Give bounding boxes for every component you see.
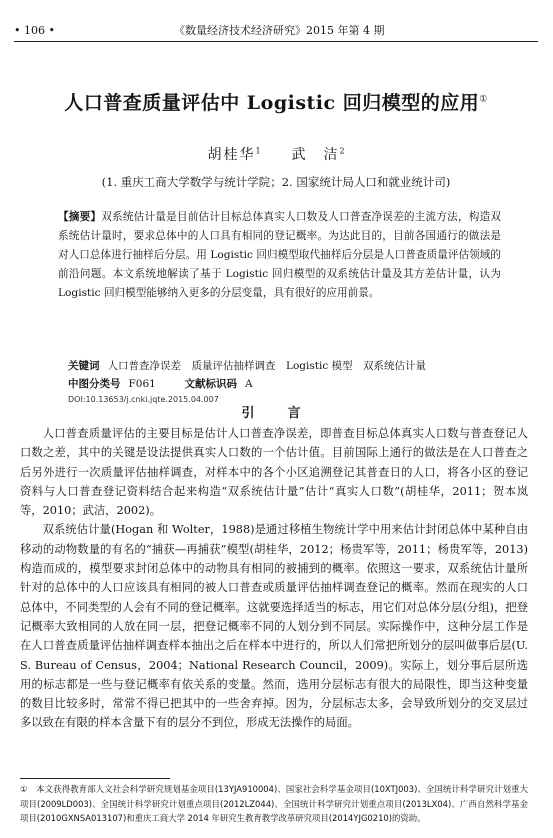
title-footnote-mark[interactable]: ①: [479, 94, 488, 105]
doc-code-value: A: [245, 378, 253, 390]
keywords-text: 人口普查净误差 质量评估抽样调查 Logistic 模型 双系统估计量: [107, 360, 427, 372]
abstract-label: 【摘要】: [58, 211, 102, 223]
keywords: [68, 358, 426, 373]
abstract: [58, 208, 501, 303]
page-number: • 106 •: [14, 24, 55, 37]
author-affiliation-mark: 2: [339, 146, 345, 156]
classification-line: [68, 376, 253, 391]
running-header: [14, 21, 538, 42]
doi[interactable]: DOI:10.13653/j.cnki.jqte.2015.04.007: [68, 395, 219, 404]
paragraph: 双系统估计量(Hogan 和 Wolter，1988)是通过移植生物统计学中用来估计封闭总体中某种自由移动的动物数量的有名的“捕获—再捕获”模型(胡桂华，2012；杨贵军等，2011；杨贵军等，2013)构造而成的，模型要求封闭总体中的动物具有相同的被捕到的概率。依照这一要求，双系统估计量所针对的总体中的人口应该具有相同的被人口普查或质量评估抽样调查登记的概率。然而在现实的人口总体中，不同类型的人会有不同的登记概率。这就要选择适当的标志，用它们对总体分层(分组)，把登记概率大致相同的人放在同一层，把登记概率不同的人划分到不同层。实际操作中，这种分层工作是在人口普查质量评估抽样调查样本抽出之后在样本中进行的，所以人们常把所划分的层叫做事后层(U. S. Bureau of Census，2004；National Research Council，2009)。实际上，划分事后层所选用的标志都是一些与登记概率有依关系的变量。然而，选用分层标志有很大的局限性，即当这种变量的数目比较多时，常常不得已把其中的一些舍弃掉。因为，分层标志太多，会导致所划分的交叉层过多以致在有限的样本含量下有的层分不到位，形成无法操作的局面。: [20, 523, 528, 730]
body-text: [20, 424, 528, 733]
journal-name: 《数量经济技术经济研究》2015 年第 4 期: [174, 24, 385, 37]
clc-label: 中图分类号: [68, 378, 121, 390]
abstract-text: 双系统估计量是目前估计目标总体真实人口数及人口普查净误差的主流方法，构造双系统估计量时，要求总体中的人口具有相同的登记概率。为达此目的，目前各国通行的做法是对人口总体进行抽样后分层。用 Logistic 回归模型取代抽样后分层是人口普查质量评估领域的前沿问题。本文系统地解读了基于 Logistic 回归模型的双系统估计量及其方差估计量，认为 Logistic 回归模型能够纳入更多的分层变量，具有很好的应用前景。: [58, 211, 502, 299]
paragraph: 人口普查质量评估的主要目标是估计人口普查净误差，即普查目标总体真实人口数与普查登记人口数之差，其中的关键是设法提供真实人口数的一个估计值。目前国际上通行的做法是在人口普查之后另外进行一次质量评估抽样调查，对样本中的各个小区追溯登记其普查日的人口，将各小区的登记资料与人口普查登记资料结合起来构造“双系统估计量”估计“真实人口数”(胡桂华，2011；贺本岚等，2010；武洁，2002)。: [20, 427, 528, 518]
author-name: 武 洁: [291, 147, 340, 163]
footnote-divider: [20, 778, 170, 779]
doc-code-label: 文献标识码: [184, 378, 238, 390]
article-title: [14, 88, 538, 115]
affiliations: (1. 重庆工商大学数学与统计学院；2. 国家统计局人口和就业统计司): [101, 175, 451, 189]
author-list: [14, 144, 538, 164]
keywords-label: 关键词: [68, 360, 100, 372]
author-affiliation-mark: 1: [255, 146, 261, 156]
clc-value: F061: [128, 378, 156, 390]
section-heading: 引 言: [241, 406, 311, 421]
footnote: ① 本文获得教育部人文社会科学研究规划基金项目(13YJA910004)、国家社会科学基金项目(10XTJ003)、全国统计科学研究计划重大项目(2009LD003)、全国统计科学研究计划重点项目(2012LZ044)、全国统计科学研究计划重点项目(2013LX04)、广西自然科学基金项目(2010GXNSA013107)和重庆工商大学 2014 年研究生教育教学改革研究项目(2014YJG0210)的资助。: [20, 784, 528, 823]
author-name: 胡桂华: [207, 147, 256, 163]
article-title-text: 人口普查质量评估中 Logistic 回归模型的应用: [64, 92, 480, 114]
